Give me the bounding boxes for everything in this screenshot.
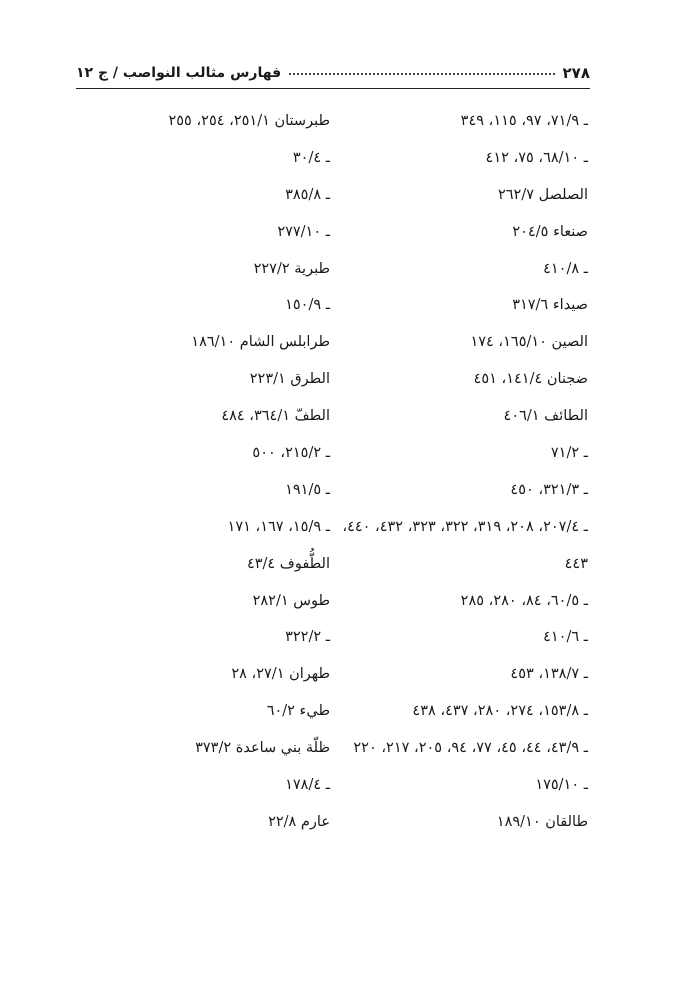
index-entry: ـ ٢٧٧/١٠ [277, 223, 330, 240]
index-entry: ظلّة بني ساعدة ٣٧٣/٢ [195, 740, 330, 757]
index-entry: صيداء ٣١٧/٦ [512, 297, 588, 314]
index-entry: الطرق ٢٢٣/١ [249, 371, 330, 388]
index-entry: ـ ١٣٨/٧، ٤٥٣ [510, 666, 588, 683]
index-entry: ـ ٦٠/٥، ٨٤، ٢٨٠، ٢٨٥ [460, 592, 588, 609]
index-entry: طبرستان ٢٥١/١، ٢٥٤، ٢٥٥ [168, 113, 330, 129]
page-number: ٢٧٨ [562, 64, 590, 82]
index-entry: ـ ٧١/٩، ٩٧، ١١٥، ٣٤٩ [460, 113, 588, 129]
running-title: فهارس مثالب النواصب / ج ١٢ [76, 65, 282, 81]
index-entry: طيء ٦٠/٢ [266, 703, 330, 720]
index-entry: ـ ٤٣/٩، ٤٤، ٤٥، ٧٧، ٩٤، ٢٠٥، ٢١٧، ٢٢٠ [353, 740, 588, 757]
header-dotted-leader [289, 71, 554, 75]
index-entry: طالقان ١٨٩/١٠ [496, 813, 588, 830]
index-entry: ـ ١٩١/٥ [285, 481, 330, 498]
header-rule [76, 88, 590, 89]
index-entry: طهران ٢٧/١، ٢٨ [231, 666, 330, 683]
index-entry: ـ ٦٨/١٠، ٧٥، ٤١٢ [485, 149, 588, 166]
index-entry: طرابلس الشام ١٨٦/١٠ [191, 334, 330, 351]
index-entry: ـ ٤١٠/٦ [543, 629, 588, 646]
index-entry: الطفّ ٣٦٤/١، ٤٨٤ [221, 408, 330, 425]
index-entry: طوس ٢٨٢/١ [252, 592, 330, 609]
index-entry: طبرية ٢٢٧/٢ [253, 260, 330, 277]
index-entry: الصين ١٦٥/١٠، ١٧٤ [470, 334, 588, 351]
index-entry: ـ ٣٢٢/٢ [285, 629, 330, 646]
index-entry: ـ ٤١٠/٨ [543, 260, 588, 277]
index-entry: ـ ١٧٨/٤ [285, 777, 330, 794]
index-entry: ـ ٣٢١/٣، ٤٥٠ [510, 481, 588, 498]
index-entry: ـ ٧١/٢ [550, 445, 588, 462]
index-entry: الطُّفوف ٤٣/٤ [246, 555, 330, 572]
index-entry: الطائف ٤٠٦/١ [503, 408, 588, 425]
index-column-right [342, 106, 588, 844]
index-entry: ـ ٢٠٧/٤، ٢٠٨، ٣١٩، ٣٢٢، ٣٢٣، ٤٣٢، ٤٤٠، [342, 518, 588, 535]
index-column-left [80, 106, 330, 844]
index-entry: ـ ١٧٥/١٠ [535, 777, 588, 794]
index-entry: ضجنان ١٤١/٤، ٤٥١ [473, 371, 588, 388]
index-entry: الصلصل ٢٦٢/٧ [497, 186, 588, 203]
index-entry: ٤٤٣ [564, 555, 588, 572]
page-header [76, 60, 590, 86]
index-entry: ـ ١٥٠/٩ [285, 297, 330, 314]
index-entry: ـ ٣٠/٤ [292, 149, 330, 166]
index-entry: ـ ٣٨٥/٨ [285, 186, 330, 203]
index-entry: ـ ١٥٣/٨، ٢٧٤، ٢٨٠، ٤٣٧، ٤٣٨ [412, 703, 588, 720]
index-entry: صنعاء ٢٠٤/٥ [512, 223, 588, 240]
index-entry: ـ ١٥/٩، ١٦٧، ١٧١ [227, 518, 330, 535]
index-entry: عارم ٢٢/٨ [268, 813, 330, 830]
index-entry: ـ ٢١٥/٢، ٥٠٠ [252, 445, 330, 462]
